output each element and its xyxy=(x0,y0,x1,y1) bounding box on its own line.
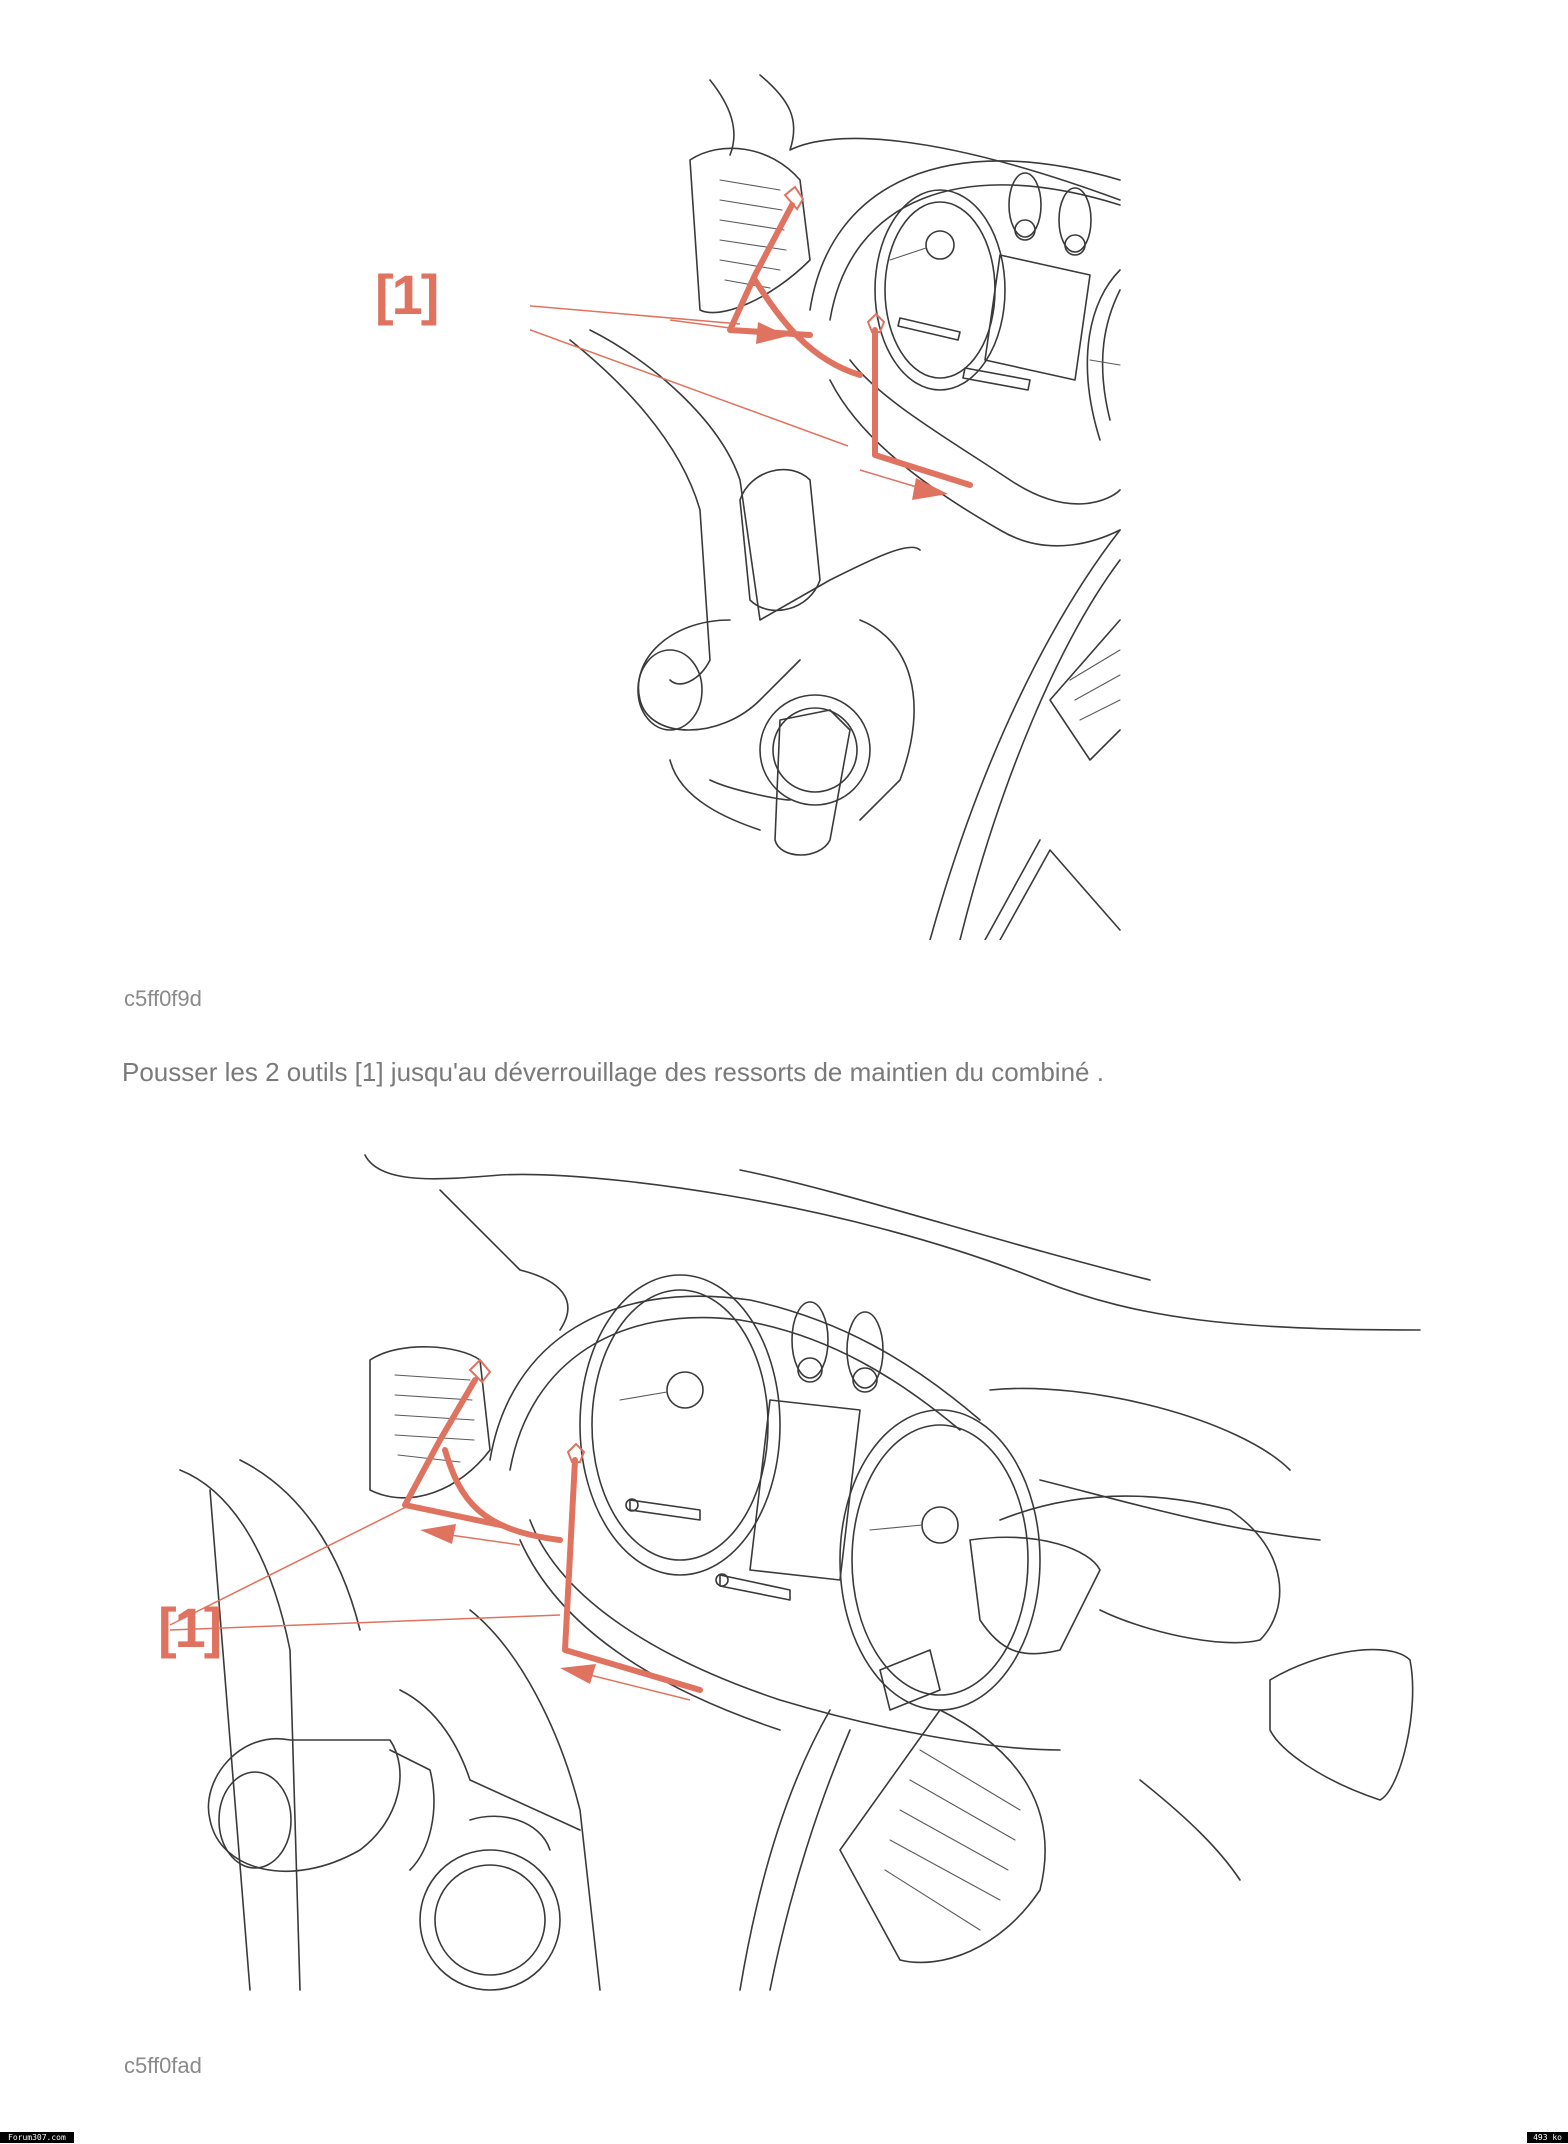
dashboard-diagram-bottom xyxy=(140,1130,1430,2000)
callout-tool-label-bottom: [1] xyxy=(158,1596,221,1659)
dashboard-diagram-top xyxy=(530,60,1130,940)
figure-caption-bottom: c5ff0fad xyxy=(124,2053,202,2078)
footer-bar xyxy=(0,2132,1568,2144)
figure-caption-top: c5ff0f9d xyxy=(124,986,202,1011)
callout-tool-label-top: [1] xyxy=(375,263,438,326)
footer-site-label: Forum307.com xyxy=(0,2132,74,2143)
instruction-text: Pousser les 2 outils [1] jusqu'au déverrouillage des ressorts de maintien du combiné . xyxy=(122,1057,1104,1087)
footer-size-label: 493 ko xyxy=(1527,2132,1568,2143)
